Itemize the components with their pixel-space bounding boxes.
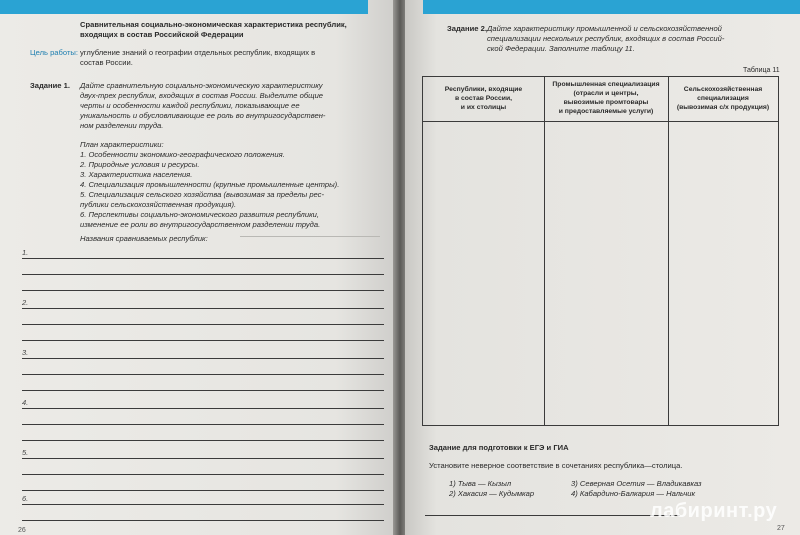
answer-option[interactable]: 1) Тыва — Кызыл [449,479,512,488]
goal-line2: состав России. [80,58,133,67]
answer-line[interactable] [22,390,384,391]
answer-option[interactable]: 4) Кабардино-Балкария — Нальчик [571,489,696,498]
exam-task-title: Задание для подготовки к ЕГЭ и ГИА [429,443,569,452]
worksheet-title-line2: входящих в состав Российской Федерации [80,30,244,39]
task1-line: уникальность и обусловливающие ее роль во внутригосударствен- [80,111,326,120]
answer-line[interactable] [22,424,384,425]
table-caption: Таблица 11 [743,67,780,74]
left-page [0,0,395,535]
task1-line: черты и особенности каждой республики, показывающие ее [80,101,300,110]
header-line: вывозимые промтовары [563,99,649,106]
plan-item: 1. Особенности экономико-географического положения. [80,150,285,159]
header-line: Сельскохозяйственная [683,86,763,93]
table-cell-col3[interactable] [669,122,778,425]
task2-line: специализации нескольких республик, входящих в состав Россий- [487,34,725,43]
answer-line[interactable] [22,274,384,275]
answer-line[interactable] [425,515,680,516]
answer-line[interactable] [22,458,384,459]
table-cell-col2[interactable] [545,122,668,425]
plan-item: изменение ее роли во внутригосударственном разделении труда. [80,220,321,229]
right-page [405,0,800,535]
plan-item: 3. Характеристика населения. [80,170,193,179]
answer-number: 4. [22,398,29,407]
answer-line[interactable] [22,474,384,475]
answer-number: 5. [22,448,29,457]
show-through-line [240,236,380,237]
goal-line1: углубление знаний о географии отдельных республик, входящих в [80,48,316,57]
task2-line: ской Федерации. Заполните таблицу 11. [487,44,635,53]
header-line: Промышленная специализация [552,81,660,88]
plan-item: 2. Природные условия и ресурсы. [80,160,200,169]
plan-item: 6. Перспективы социально-экономического развития республики, [80,210,319,219]
labirint-watermark: лабиринт.ру [650,500,778,522]
table-header-col2 [544,80,668,116]
goal-label: Цель работы: [30,48,78,57]
answer-line[interactable] [22,504,384,505]
worksheet-title-line1: Сравнительная социально-экономическая характеристика республик, [80,20,347,29]
answer-line[interactable] [22,440,384,441]
answer-line[interactable] [22,340,384,341]
exam-instruction: Установите неверное соответствие в сочетаниях республика—столица. [429,461,683,470]
answer-option[interactable]: 3) Северная Осетия — Владикавказ [571,479,702,488]
header-line: в состав России, [454,95,513,102]
left-page-header-bar [0,0,368,14]
task1-line: Дайте сравнительную социально-экономическую характеристику [80,81,323,90]
answer-number: 6. [22,494,29,503]
table-11 [422,76,779,426]
answer-line[interactable] [22,358,384,359]
answer-line[interactable] [22,290,384,291]
plan-item: публики сельскохозяйственная продукция). [80,200,237,209]
task1-line: двух-трех республик, входящих в состав России. Выделите общие [80,91,324,100]
answer-line[interactable] [22,490,384,491]
header-line: и предоставляемые услуги) [558,108,654,115]
header-line: (отрасли и центры, [573,90,639,97]
header-line: и их столицы [460,104,507,111]
task1-line: ном разделении труда. [80,121,164,130]
answer-line[interactable] [22,374,384,375]
plan-item: 4. Специализация промышленности (крупные промышленные центры). [80,180,340,189]
left-page-number: 26 [18,527,26,534]
answer-number: 2. [22,298,29,307]
table-cell-col1[interactable] [423,122,544,425]
table-header-col1 [423,85,544,112]
plan-title: План характеристики: [80,140,164,149]
right-page-number: 27 [777,525,785,532]
answer-line[interactable] [22,258,384,259]
task2-label: Задание 2. [447,24,487,33]
header-line: специализация [697,95,749,102]
plan-item: 5. Специализация сельского хозяйства (вывозимая за пределы рес- [80,190,325,199]
answer-number: 1. [22,248,29,257]
right-page-header-bar [423,0,800,14]
answer-number: 3. [22,348,29,357]
task2-line: Дайте характеристику промышленной и сельскохозяйственной [487,24,722,33]
table-header-col3 [668,85,778,112]
answer-option[interactable]: 2) Хакасия — Кудымкар [449,489,535,498]
compare-label: Названия сравниваемых республик: [80,234,208,243]
task1-label: Задание 1. [30,81,70,90]
answer-line[interactable] [22,408,384,409]
header-line: (вывозимая с/х продукция) [676,104,770,111]
header-line: Республики, входящие [444,86,523,93]
answer-line[interactable] [22,520,384,521]
answer-line[interactable] [22,308,384,309]
answer-line[interactable] [22,324,384,325]
